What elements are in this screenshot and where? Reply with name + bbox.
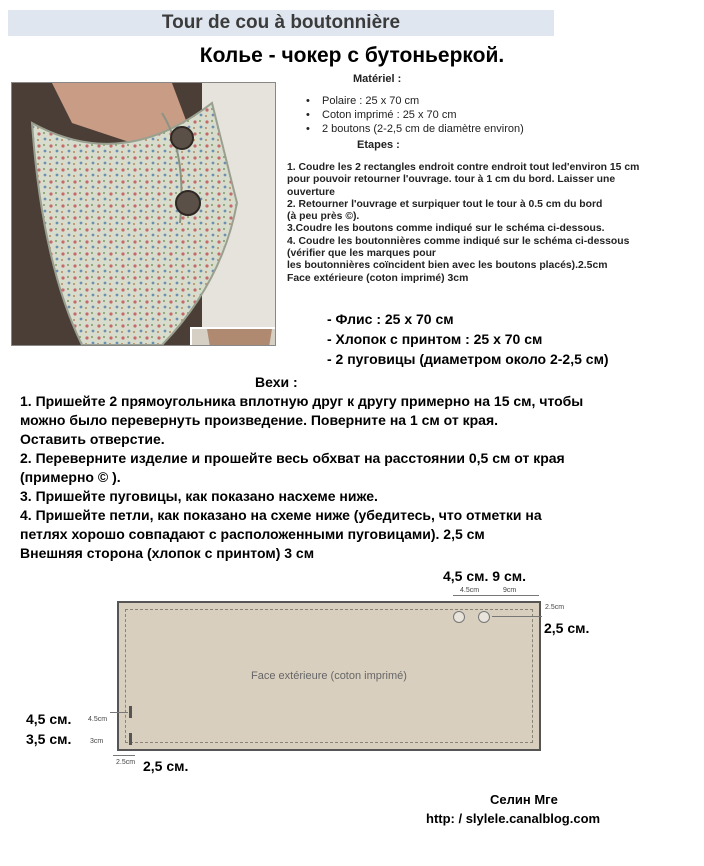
step-line: pour pouvoir retourner l'ouvrage. tour à 1 cm du bord. Laisser une bbox=[287, 174, 616, 186]
dim-left-3-small: 3cm bbox=[90, 738, 104, 745]
buttonhole-marker bbox=[129, 733, 132, 745]
list-item: • Coton imprimé : 25 x 70 cm bbox=[306, 108, 524, 122]
dim-25-right-big: 2,5 см. bbox=[544, 620, 590, 636]
step-line: 2. Переверните изделие и прошейте весь обхват на расстоянии 0,5 см от края bbox=[20, 450, 565, 466]
fabric-label: Face extérieure (coton imprimé) bbox=[251, 670, 407, 682]
list-item: - Флис : 25 x 70 см bbox=[327, 311, 454, 327]
dim-left-35-big: 3,5 см. bbox=[26, 731, 72, 747]
list-item: • 2 boutons (2-2,5 cm de diamètre environ) bbox=[306, 122, 524, 136]
dim-left-45-big: 4,5 см. bbox=[26, 711, 72, 727]
dim-line-right bbox=[492, 616, 542, 617]
step-line: 2. Retourner l'ouvrage et surpiquer tout le tour à 0.5 cm du bord bbox=[287, 198, 603, 210]
step-line: les boutonnières coïncident bien avec les boutons placés).2.5cm bbox=[287, 260, 608, 272]
list-item: - 2 пуговицы (диаметром около 2-2,5 см) bbox=[327, 351, 609, 367]
dim-line-bottom bbox=[113, 755, 135, 756]
author-name: Селин Мге bbox=[490, 792, 558, 807]
russian-materials bbox=[327, 309, 609, 369]
step-line: 1. Coudre les 2 rectangles endroit contre endroit tout led'environ 15 cm bbox=[287, 162, 640, 173]
dim-25-right-small: 2.5cm bbox=[545, 604, 565, 611]
dim-left-45-small: 4.5cm bbox=[88, 716, 108, 723]
step-line: (vérifier que les marques pour bbox=[287, 248, 436, 260]
list-item: • Polaire : 25 x 70 cm bbox=[306, 94, 524, 108]
step-line: ouverture bbox=[287, 186, 335, 198]
button-marker bbox=[478, 611, 490, 623]
dim-9-label: 9cm bbox=[503, 587, 517, 594]
step-line: 3. Пришейте пуговицы, как показано насхеме ниже. bbox=[20, 488, 378, 504]
button-marker bbox=[453, 611, 465, 623]
step-line: Оставить отверстие. bbox=[20, 431, 165, 447]
step-line: 3.Coudre les boutons comme indiqué sur le schéma ci-dessous. bbox=[287, 223, 605, 235]
materiel-list bbox=[306, 94, 524, 136]
dim-bottom-big: 2,5 см. bbox=[143, 758, 189, 774]
step-line: (à peu près ©). bbox=[287, 211, 360, 223]
buttonhole-marker bbox=[129, 706, 132, 718]
french-title: Tour de cou à boutonnière bbox=[161, 12, 401, 33]
step-line: Face extérieure (coton imprimé) 3cm bbox=[287, 272, 469, 284]
source-url: http: / slylele.canalblog.com bbox=[426, 811, 601, 826]
neck-warmer-photo bbox=[11, 82, 276, 346]
step-line: можно было перевернуть произведение. Поверните на 1 см от края. bbox=[20, 412, 499, 428]
step-line: (примерно © ). bbox=[20, 469, 121, 485]
step-line: 4. Пришейте петли, как показано на схеме ниже (убедитесь, что отметки на bbox=[20, 507, 542, 523]
materiel-heading: Matériel : bbox=[353, 73, 402, 85]
inset-photo bbox=[190, 327, 276, 346]
dim-line-left bbox=[110, 712, 128, 713]
dim-line-top bbox=[453, 595, 539, 596]
russian-steps bbox=[20, 392, 700, 563]
step-line: 1. Пришейте 2 прямоугольника вплотную друг к другу примерно на 15 см, чтобы bbox=[20, 393, 584, 409]
russian-title: Колье - чокер с бутоньеркой. bbox=[199, 44, 505, 67]
dim-45-label: 4.5cm bbox=[460, 587, 480, 594]
french-steps bbox=[287, 162, 697, 285]
step-line: Внешняя сторона (хлопок с принтом) 3 см bbox=[20, 545, 315, 561]
list-item: - Хлопок с принтом : 25 x 70 см bbox=[327, 331, 543, 347]
dim-top-big: 4,5 см. 9 см. bbox=[443, 568, 526, 584]
dim-bottom-small: 2.5cm bbox=[116, 759, 136, 766]
step-line: петлях хорошо совпадают с расположенными пуговицами). 2,5 см bbox=[20, 526, 485, 542]
etapes-heading: Etapes : bbox=[357, 139, 400, 151]
russian-steps-heading: Вехи : bbox=[255, 374, 298, 390]
step-line: 4. Coudre les boutonnières comme indiqué sur le schéma ci-dessous bbox=[287, 235, 630, 247]
